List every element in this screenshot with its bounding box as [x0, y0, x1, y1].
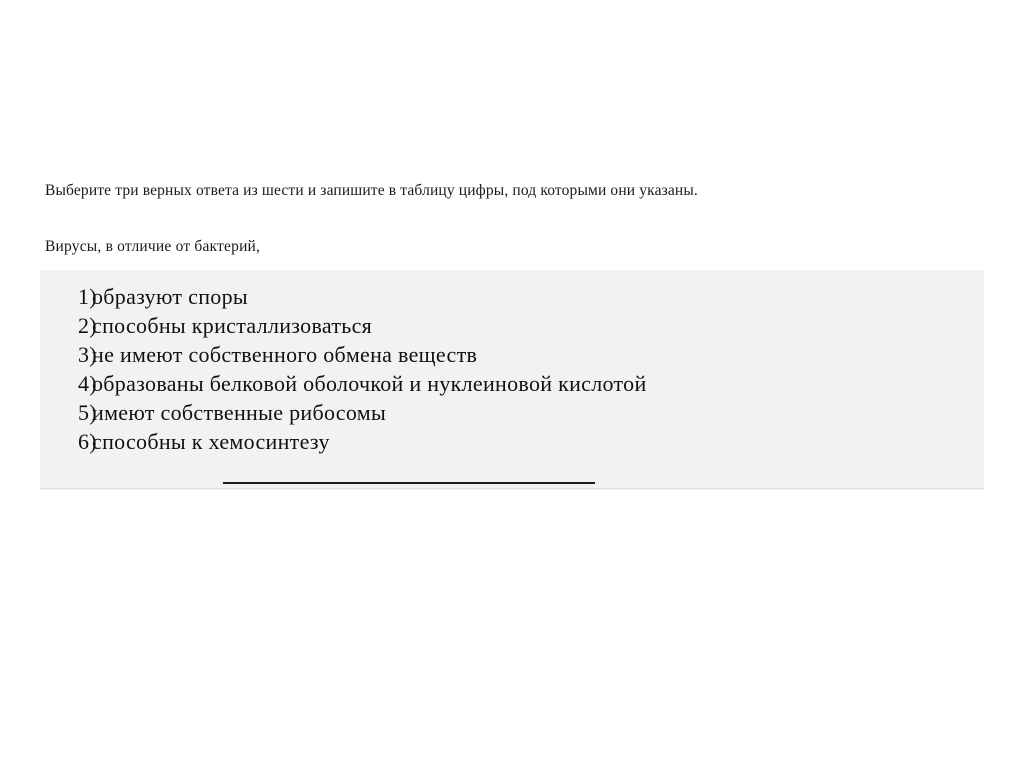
question-stem: Вирусы, в отличие от бактерий, — [45, 238, 261, 255]
option-label: способны к хемосинтезу — [92, 429, 330, 454]
handwritten-underline — [223, 482, 595, 484]
answer-options-list — [40, 270, 984, 455]
option-label: образованы белковой оболочкой и нуклеиновой кислотой — [92, 371, 647, 396]
answer-options-panel — [40, 270, 984, 490]
option-label: имеют собственные рибосомы — [92, 400, 387, 425]
option-number: 1) — [78, 284, 97, 309]
list-item[interactable] — [40, 284, 984, 310]
list-item[interactable] — [40, 371, 984, 397]
option-number: 2) — [78, 313, 97, 338]
option-number: 5) — [78, 400, 97, 425]
scanned-document — [40, 170, 984, 490]
task-instruction: Выберите три верных ответа из шести и запишите в таблицу цифры, под которыми они указаны. — [45, 182, 698, 199]
scan-bottom-edge — [40, 488, 984, 489]
option-label: образуют споры — [92, 284, 248, 309]
list-item[interactable] — [40, 342, 984, 368]
option-number: 3) — [78, 342, 97, 367]
list-item[interactable] — [40, 400, 984, 426]
list-item[interactable] — [40, 429, 984, 455]
option-label: не имеют собственного обмена веществ — [92, 342, 478, 367]
option-number: 6) — [78, 429, 97, 454]
option-label: способны кристаллизоваться — [92, 313, 373, 338]
option-number: 4) — [78, 371, 97, 396]
list-item[interactable] — [40, 313, 984, 339]
